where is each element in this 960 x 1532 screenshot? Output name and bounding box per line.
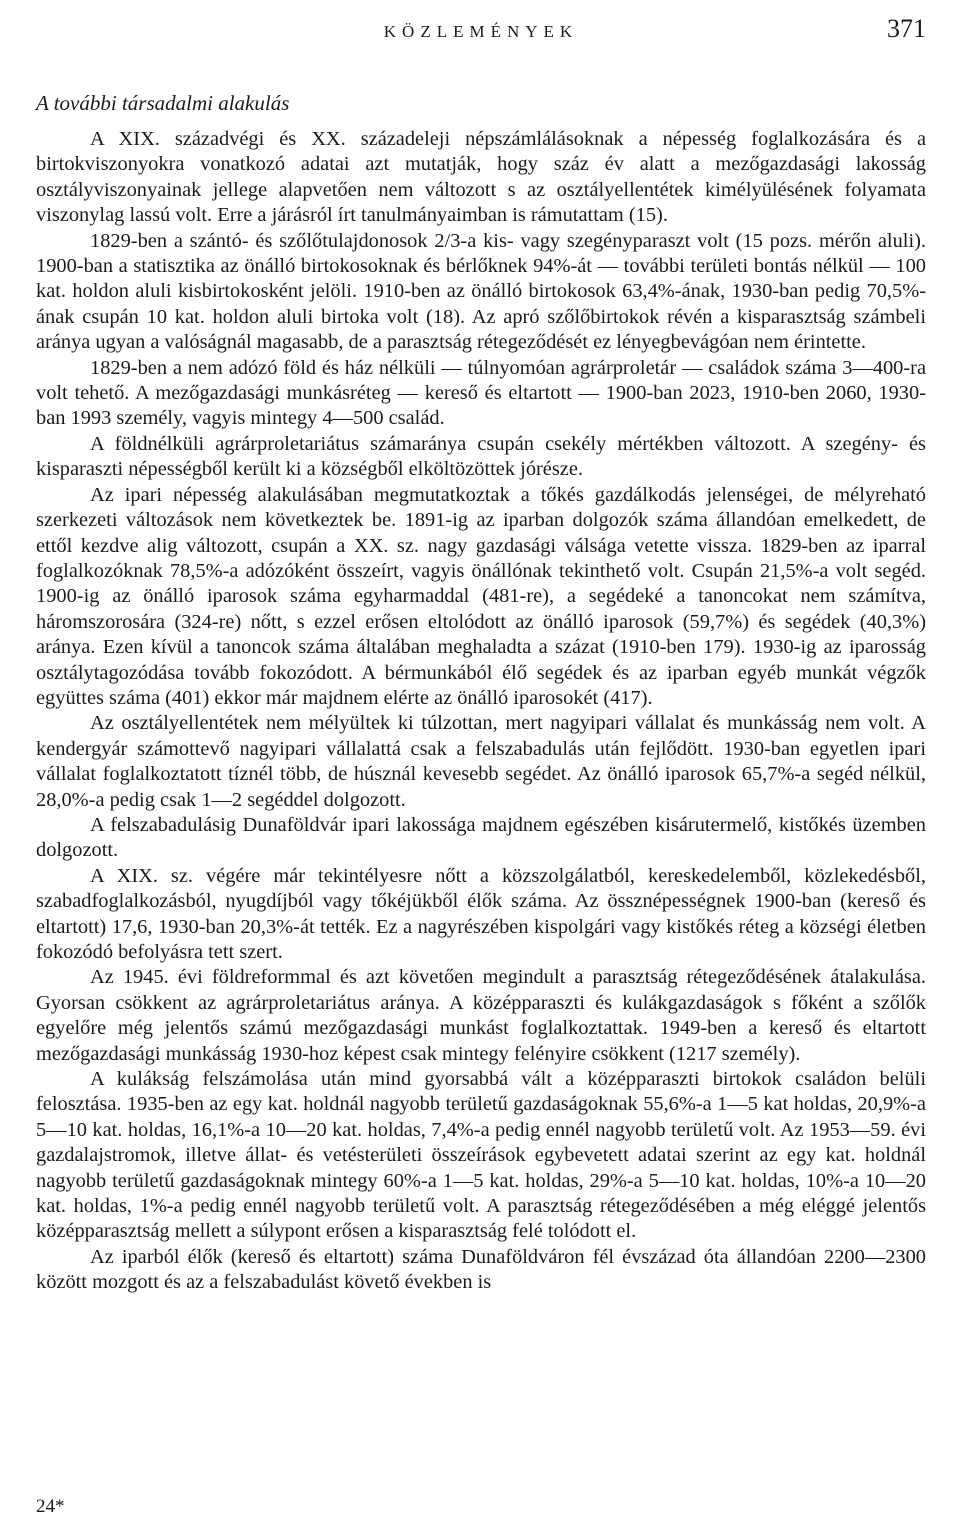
paragraph-4: A földnélküli agrárproletariátus számaránya csupán csekély mértékben változott. A szegény- és kisparaszti népességből került ki a községből elköltözöttek jórésze. [36,432,926,481]
paragraph-1: A XIX. századvégi és XX. századeleji népszámlálásoknak a népesség foglalkozására és a birtokviszonyokra vonatkozó adatai azt mutatják, hogy száz év alatt a mezőgazdasági lakosság osztályviszonyainak jellege alapvetően nem változott s az osztályellentétek kimélyülésének folyamata viszonylag lassú volt. Erre a járásról írt tanulmányaimban is rámutattam (15). [36,128,926,227]
page-number: 371 [887,14,926,43]
page-content [36,88,926,1296]
paragraph-6: Az osztályellentétek nem mélyültek ki túlzottan, mert nagyipari vállalat és munkásság nem volt. A kendergyár számottevő nagyipari vállalattá csak a felszabadulás után fejlődött. 1930-ban egyetlen ipari vállalat foglalkoztatott tíznél több, de húsznál kevesebb segédet. Az önálló iparosok 65,7%-a segéd nélkül, 28,0%-a pedig csak 1—2 segéddel dolgozott. [36,712,926,811]
signature-mark: 24* [36,1496,65,1517]
page-header [36,14,926,54]
section-title: A további társadalmi alakulás [36,91,290,115]
running-head: KÖZLEMÉNYEK [383,22,579,41]
paragraph-2: 1829-ben a szántó- és szőlőtulajdonosok 2/3-a kis- vagy szegényparaszt volt (15 pozs. mérőn aluli). 1900-ban a statisztika az önálló birtokosoknak és bérlőknek 94%-át — további területi bontás nélkül — 100 kat. holdon aluli kisbirtokosként jelöli. 1910-ben az önálló birtokosok 63,4%-ának, 1930-ban pedig 70,5%-ának csupán 10 kat. holdon aluli birtoka volt (18). Az apró szőlőbirtokok révén a kisparasztság számbeli aránya ugyan a valóságnál magasabb, de a parasztság rétegeződését ez lényegbevágóan nem érintette. [36,229,926,354]
paragraph-3: 1829-ben a nem adózó föld és ház nélküli — túlnyomóan agrárproletár — családok száma 3—400-ra volt tehető. A mezőgazdasági munkásréteg — kereső és eltartott — 1900-ban 2023, 1910-ben 2060, 1930-ban 1993 személy, vagyis mintegy 4—500 család. [36,356,926,430]
paragraph-7: A felszabadulásig Dunaföldvár ipari lakossága majdnem egészében kisárutermelő, kistőkés üzemben dolgozott. [36,813,926,862]
paragraph-8: A XIX. sz. végére már tekintélyesre nőtt a közszolgálatból, kereskedelemből, közlekedésből, szabadfoglalkozásból, nyugdíjból vagy tőkéjükből élők száma. Az össznépességnek 1900-ban (kereső és eltartott) 17,6, 1930-ban 20,3%-át tették. Ez a nagyrészében kispolgári vagy kistőkés réteg a községi életben fokozódó befolyásra tett szert. [36,864,926,963]
paragraph-10: A kulákság felszámolása után mind gyorsabbá vált a középparaszti birtokok családon belüli felosztása. 1935-ben az egy kat. holdnál nagyobb területű gazdaságoknak 55,6%-a 1—5 kat holdas, 20,9%-a 5—10 kat. holdas, 16,1%-a 10—20 kat. holdas, 7,4%-a pedig ennél nagyobb területű volt. Az 1953—59. évi gazdalajstromok, illetve állat- és vetésterületi összeírások egybevetett adatai szerint az egy kat. holdnál nagyobb területű gazdaságoknak mintegy 60%-a 1—5 kat. holdas, 29%-a 5—10 kat. holdas, 10%-a 10—20 kat. holdas, 1%-a pedig ennél nagyobb területű volt. A parasztság rétegeződésében a még eléggé jelentős középparasztság mellett a súlypont erősen a kisparasztság felé tolódott el. [36,1068,926,1243]
paragraph-9: Az 1945. évi földreformmal és azt követően megindult a parasztság rétegeződésének átalakulása. Gyorsan csökkent az agrárproletariátus aránya. A középparaszti és kulákgazdaságok s főként a szőlők egyelőre még jelentős számú mezőgazdasági munkást foglalkoztattak. 1949-ben a kereső és eltartott mezőgazdasági munkásság 1930-hoz képest csak mintegy felényire csökkent (1217 személy). [36,966,926,1065]
paragraph-11: Az iparból élők (kereső és eltartott) száma Dunaföldváron fél évszázad óta állandóan 2200—2300 között mozgott és az a felszabadulást követő években is [36,1245,926,1294]
paragraph-5: Az ipari népesség alakulásában megmutatkoztak a tőkés gazdálkodás jelenségei, de mélyreható szerkezeti változások nem következtek be. 1891-ig az iparban dolgozók száma állandóan emelkedett, de ettől kezdve alig változott, csupán a XX. sz. nagy gazdasági válsága vetette vissza. 1829-ben az iparral foglalkozóknak 78,5%-a adózóként összeírt, vagyis önállónak tekinthető volt. Csupán 21,5%-a volt segéd. 1900-ig az önálló iparosok száma egyharmaddal (481-re), a segédeké a tanoncokat nem számítva, háromszorosára (324-re) nőtt, s ezzel erősen eltolódott az önálló iparosok (59,7%) és segédek (40,3%) aránya. Ezen kívül a tanoncok száma általában meghaladta a százat (1910-ben 179). 1930-ig az iparosság osztálytagozódása tovább fokozódott. A bérmunkából élő segédek és az iparban egyéb munkát végzők együttes száma (401) ekkor már majdnem elérte az önálló iparosokét (417). [36,483,926,709]
